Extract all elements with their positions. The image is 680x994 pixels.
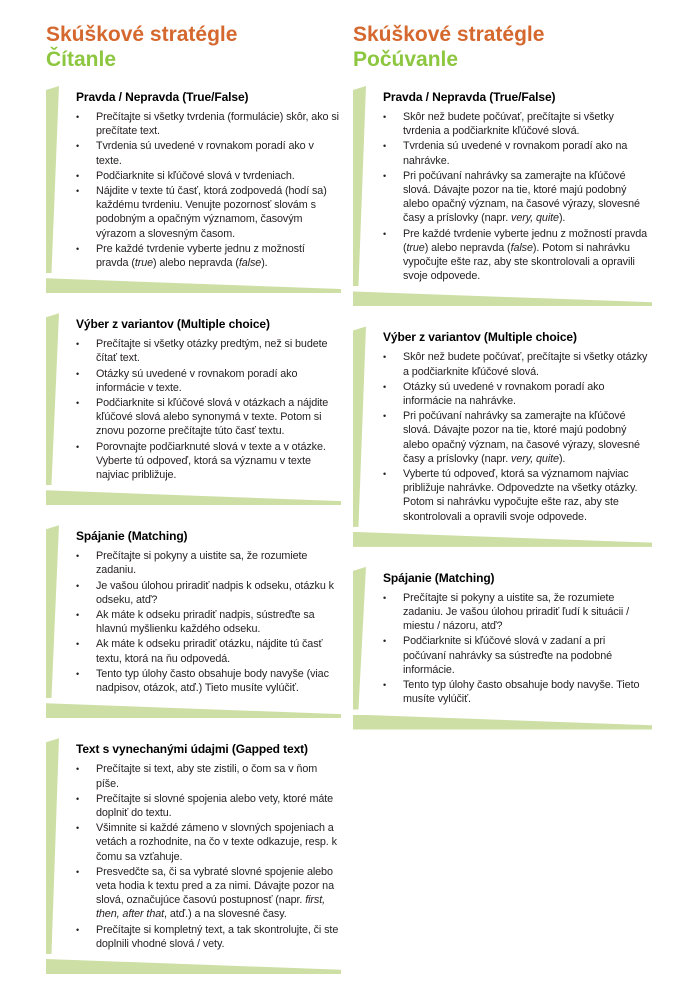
bullet-list xyxy=(76,762,340,951)
bullet-dot: • xyxy=(76,639,80,650)
bullet-item xyxy=(76,549,340,577)
bullet-text: Skôr než budete počúvať, prečítajte si všetky otázky a podčiarknite kľúčové slová. xyxy=(403,351,648,378)
bullet-list xyxy=(76,549,340,695)
bullet-list xyxy=(76,110,340,270)
page-title-listening xyxy=(353,22,652,72)
bullet-text: Pre každé tvrdenie vyberte jednu z možností pravda (true) alebo nepravda (false). Potom si nahrávku vypočujte ešte raz, aby ste skontrolovali a opravili svoje odpovede. xyxy=(403,227,648,283)
bullet-text: Presvedčte sa, či sa vybraté slovné spojenie alebo veta hodia k textu pred a za nimi. Dávajte pozor na slová, označujúce časovú postupnosť (napr. first, then, after that, atď.) a na slovesné časy. xyxy=(96,865,334,921)
strategy-box xyxy=(353,567,652,732)
bullet-item xyxy=(76,440,340,483)
green-ribbon-swoosh xyxy=(353,291,652,306)
bullet-item xyxy=(383,678,651,706)
bullet-list xyxy=(383,591,651,707)
box-heading xyxy=(76,317,340,332)
bullet-text: Prečítajte si kompletný text, a tak skontrolujte, či ste doplnili vhodné slová / vety. xyxy=(96,923,339,950)
bullet-text: Prečítajte si všetky otázky predtým, než si budete čítať text. xyxy=(96,338,328,365)
bullet-dot: • xyxy=(383,112,387,122)
strategy-boxes-reading xyxy=(46,86,341,976)
bullet-text: Podčiarknite si kľúčové slová v tvrdeniach. xyxy=(96,169,295,182)
bullet-dot: • xyxy=(76,793,80,804)
green-ribbon-swoosh xyxy=(46,490,341,505)
bullet-dot: • xyxy=(383,228,387,239)
bullet-dot: • xyxy=(76,764,80,775)
bullet-dot: • xyxy=(383,469,387,480)
bullet-item xyxy=(383,409,651,466)
box-heading-main: Spájanie xyxy=(383,570,432,585)
bullet-dot: • xyxy=(76,823,80,834)
bullet-text: Pri počúvaní nahrávky sa zamerajte na kľúčové slová. Dávajte pozor na tie, ktoré majú podobný alebo opačný význam, na časové výrazy, slovesné časy a príslovky (napr. very, quite). xyxy=(403,169,640,225)
bullet-dot: • xyxy=(76,668,80,679)
box-heading-main: Pravda / Nepravda xyxy=(76,90,180,104)
bullet-item xyxy=(76,667,340,695)
column-listening xyxy=(353,20,652,994)
bullet-text: Otázky sú uvedené v rovnakom poradí ako informácie v texte. xyxy=(96,367,298,394)
box-heading-paren: (True/False) xyxy=(489,90,556,104)
bullet-text: Skôr než budete počúvať, prečítajte si všetky tvrdenia a podčiarknite kľúčové slová. xyxy=(403,111,614,138)
title-line1: Skúškové stratégle xyxy=(46,23,238,46)
box-heading xyxy=(383,90,651,105)
bullet-text: Tento typ úlohy často obsahuje body navyše. Tieto musíte vylúčiť. xyxy=(403,679,640,706)
bullet-item xyxy=(76,792,340,820)
bullet-text: Tvrdenia sú uvedené v rovnakom poradí ako v texte. xyxy=(96,140,314,167)
green-ribbon-swoosh xyxy=(353,532,652,547)
bullet-text: Porovnajte podčiarknuté slová v texte a v otázke. Vyberte tú odpoveď, ktorá sa významu v texte najviac približuje. xyxy=(96,440,326,482)
green-ribbon-swoosh xyxy=(46,278,341,293)
box-heading-paren: (Multiple choice) xyxy=(483,330,577,345)
strategy-boxes-listening xyxy=(353,86,652,732)
bullet-dot: • xyxy=(76,398,80,409)
bullet-text: Podčiarknite si kľúčové slová v zadaní a pri počúvaní nahrávky sa sústreďte na podobné informácie. xyxy=(403,635,613,676)
bullet-item xyxy=(383,139,651,167)
bullet-dot: • xyxy=(383,141,387,152)
bullet-text: Prečítajte si slovné spojenia alebo vety, ktoré máte doplniť do textu. xyxy=(96,792,334,819)
bullet-dot: • xyxy=(383,592,387,603)
bullet-dot: • xyxy=(383,170,387,181)
bullet-dot: • xyxy=(76,112,80,122)
green-ribbon-bar xyxy=(46,525,59,698)
bullet-dot: • xyxy=(76,339,80,350)
bullet-text: Pri počúvaní nahrávky sa zamerajte na kľúčové slová. Dávajte pozor na tie, ktoré majú podobný alebo opačný význam, na časové výrazy, slovesné časy a príslovky (napr. very, quite). xyxy=(403,410,640,465)
column-reading xyxy=(46,20,341,994)
bullet-dot: • xyxy=(383,352,387,363)
bullet-text: Všimnite si každé zámeno v slovných spojeniach a vetách a rozhodnite, na čo v texte odkazuje, resp. k čomu sa vzťahuje. xyxy=(96,822,337,863)
bullet-item xyxy=(76,242,340,270)
title-line2: Čítanle xyxy=(46,48,117,71)
bullet-dot: • xyxy=(76,186,80,197)
green-ribbon-swoosh xyxy=(353,715,652,730)
bullet-item xyxy=(383,169,651,226)
green-ribbon-swoosh xyxy=(46,703,341,718)
green-ribbon-bar xyxy=(353,567,366,710)
bullet-dot: • xyxy=(76,141,80,152)
bullet-item xyxy=(383,227,651,284)
bullet-item xyxy=(76,396,340,439)
box-heading-paren: (Matching) xyxy=(434,570,495,585)
bullet-text: Ak máte k odseku priradiť nadpis, sústreďte sa hlavnú myšlienku každého odseku. xyxy=(96,609,315,636)
bullet-dot: • xyxy=(76,610,80,621)
bullet-item xyxy=(76,110,340,138)
green-ribbon-bar xyxy=(46,738,59,954)
bullet-dot: • xyxy=(76,924,80,935)
bullet-dot: • xyxy=(76,441,80,452)
bullet-item xyxy=(76,637,340,665)
box-heading-main: Výber z variantov xyxy=(383,330,481,345)
box-heading-paren: (Multiple choice) xyxy=(176,317,270,332)
box-heading xyxy=(76,529,340,544)
green-ribbon-bar xyxy=(353,86,366,286)
bullet-item xyxy=(76,184,340,241)
bullet-text: Ak máte k odseku priradiť otázku, nájdite tú časť textu, ktorá na ňu odpovedá. xyxy=(96,638,323,665)
bullet-dot: • xyxy=(76,170,80,181)
bullet-text: Prečítajte si pokyny a uistite sa, že rozumiete zadaniu. xyxy=(96,550,308,577)
bullet-text: Vyberte tú odpoveď, ktorá sa významom najviac približuje nahrávke. Odpovedzte na všetky otázky. Potom si nahrávku vypočujte ešte raz, aby ste skontrolovali a opravili svoje odpovede. xyxy=(403,468,638,523)
bullet-text: Je vašou úlohou priradiť nadpis k odseku, otázku k odseku, atď? xyxy=(96,579,334,606)
bullet-text: Podčiarknite si kľúčové slová v otázkach a nájdite kľúčové slová alebo synonymá v texte. Potom si znovu pozorne prečítajte túto časť textu. xyxy=(96,397,329,438)
box-heading-paren: (True/False) xyxy=(182,90,249,104)
bullet-item xyxy=(76,579,340,607)
box-heading xyxy=(383,330,651,345)
bullet-item xyxy=(76,139,340,167)
box-heading-main: Pravda / Nepravda xyxy=(383,90,487,104)
bullet-dot: • xyxy=(76,243,80,254)
bullet-dot: • xyxy=(76,580,80,591)
bullet-text: Tento typ úlohy často obsahuje body navyše (viac nadpisov, otázok, atď.) Tieto musíte vylúčiť. xyxy=(96,667,329,695)
bullet-list xyxy=(383,110,651,283)
bullet-dot: • xyxy=(383,411,387,422)
bullet-list xyxy=(76,337,340,482)
bullet-item xyxy=(76,821,340,864)
bullet-dot: • xyxy=(383,636,387,647)
bullet-item xyxy=(76,762,340,790)
strategy-box xyxy=(46,738,341,976)
green-ribbon-bar xyxy=(46,313,59,485)
bullet-item xyxy=(76,608,340,636)
title-line1: Skúškové stratégle xyxy=(353,23,545,46)
bullet-text: Prečítajte si text, aby ste zistili, o čom sa v ňom píše. xyxy=(96,763,318,790)
box-heading xyxy=(76,90,340,105)
bullet-text: Pre každé tvrdenie vyberte jednu z možností pravda (true) alebo nepravda (false). xyxy=(96,242,305,270)
bullet-dot: • xyxy=(76,368,80,379)
green-ribbon-bar xyxy=(46,86,59,273)
bullet-text: Tvrdenia sú uvedené v rovnakom poradí ako na nahrávke. xyxy=(403,140,628,167)
bullet-list xyxy=(383,350,651,523)
strategy-box xyxy=(46,313,341,507)
bullet-dot: • xyxy=(76,551,80,562)
box-heading-main: Výber z variantov xyxy=(76,317,174,332)
bullet-item xyxy=(76,865,340,922)
box-heading-main: Spájanie xyxy=(76,529,125,544)
bullet-dot: • xyxy=(76,866,80,877)
bullet-item xyxy=(76,367,340,395)
bullet-dot: • xyxy=(383,381,387,392)
bullet-item xyxy=(76,337,340,365)
bullet-item xyxy=(383,591,651,634)
strategy-box xyxy=(353,326,652,548)
bullet-text: Nájdite v texte tú časť, ktorá zodpovedá (hodí sa) každému tvrdeniu. Venujte pozornosť slovám s podobným a opačným významom, časovým výrazom a slovesným časom. xyxy=(96,185,327,240)
bullet-item xyxy=(383,380,651,408)
bullet-text: Prečítajte si všetky tvrdenia (formulácie) skôr, ako si prečítate text. xyxy=(96,111,339,138)
box-heading-paren: (Gapped text) xyxy=(231,742,308,757)
title-line2: Počúvanle xyxy=(353,48,459,71)
strategy-box xyxy=(46,525,341,720)
green-ribbon-bar xyxy=(353,326,366,526)
box-heading-main: Text s vynechanými údajmi xyxy=(76,742,229,757)
box-heading-paren: (Matching) xyxy=(127,529,188,544)
box-heading xyxy=(76,742,340,757)
bullet-item xyxy=(383,467,651,524)
strategy-box xyxy=(353,86,652,308)
bullet-item xyxy=(383,350,651,378)
bullet-dot: • xyxy=(383,680,387,691)
bullet-item xyxy=(76,169,340,183)
green-ribbon-swoosh xyxy=(46,959,341,974)
bullet-text: Otázky sú uvedené v rovnakom poradí ako informácie na nahrávke. xyxy=(403,380,605,408)
strategy-box xyxy=(46,86,341,295)
box-heading xyxy=(383,571,651,586)
page-title-reading xyxy=(46,22,341,72)
bullet-item xyxy=(383,634,651,677)
bullet-item xyxy=(383,110,651,138)
bullet-text: Prečítajte si pokyny a uistite sa, že rozumiete zadaniu. Je vašou úlohou priradiť ľudí k situácii / miestu / názoru, atď? xyxy=(403,591,629,633)
